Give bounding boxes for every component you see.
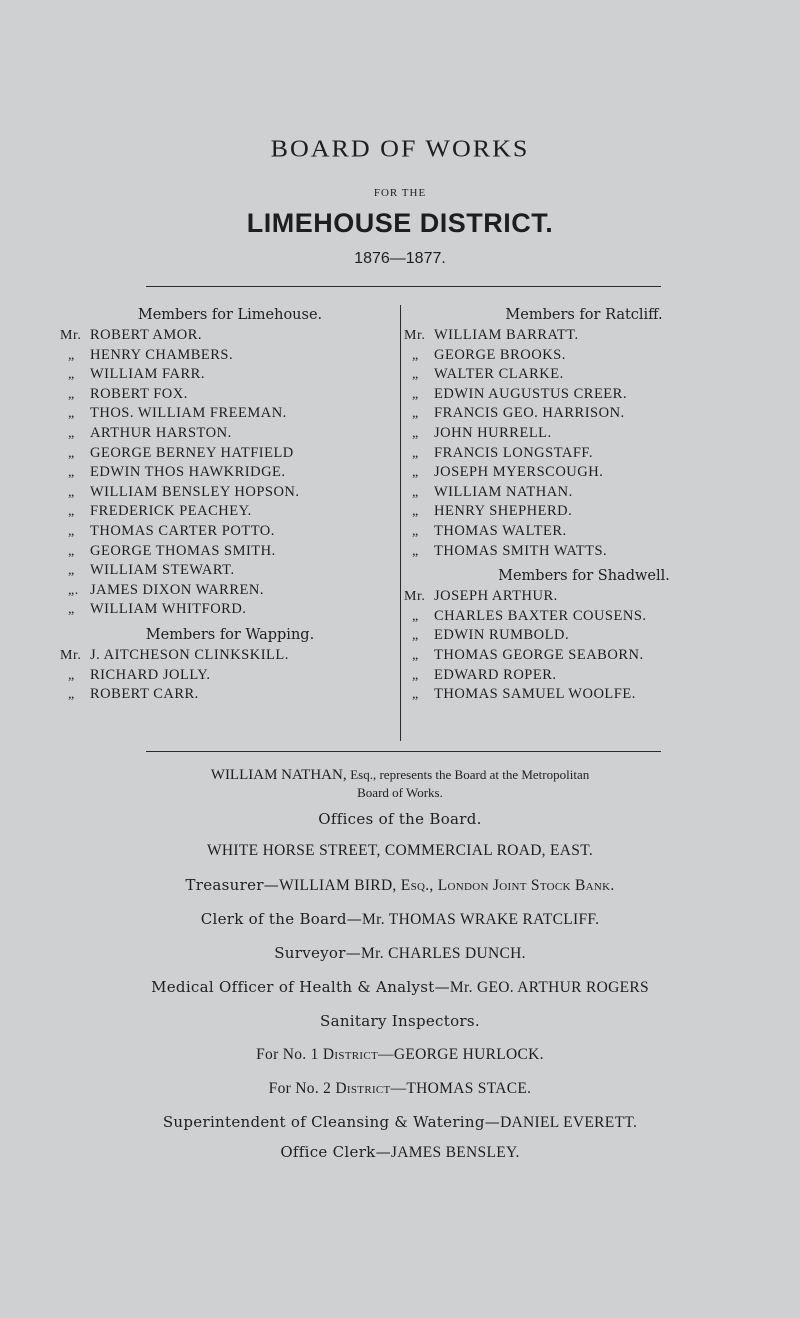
member-name: FREDERICK PEACHEY. xyxy=(90,503,252,520)
member-row xyxy=(404,463,764,483)
superintendent-role: Superintendent of Cleansing & Watering— xyxy=(162,1113,501,1131)
member-name: EDWIN RUMBOLD. xyxy=(434,627,570,644)
member-row xyxy=(404,607,764,627)
member-prefix: „ xyxy=(68,563,75,579)
inspector-1-prefix: For No. 1 xyxy=(256,1046,319,1063)
member-prefix: „ xyxy=(412,628,419,644)
member-name: RICHARD JOLLY. xyxy=(90,666,211,683)
member-name: THOMAS GEORGE SEABORN. xyxy=(434,646,644,663)
shadwell-members xyxy=(404,587,764,705)
member-name: THOMAS CARTER POTTO. xyxy=(90,522,275,539)
section-heading-wapping: Members for Wapping. xyxy=(145,626,315,643)
sanitary-heading: Sanitary Inspectors. xyxy=(320,1012,480,1030)
member-name: ROBERT AMOR. xyxy=(90,327,203,343)
member-prefix: „ xyxy=(68,465,75,481)
member-name: WILLIAM STEWART. xyxy=(90,562,235,579)
member-name: HENRY CHAMBERS. xyxy=(90,346,234,363)
member-prefix: „ xyxy=(68,347,75,363)
member-row xyxy=(60,666,400,686)
member-name: WILLIAM FARR. xyxy=(90,366,205,383)
representative-text-2: Board of Works. xyxy=(357,785,443,800)
member-row xyxy=(60,581,400,601)
member-prefix: „ xyxy=(68,445,75,461)
member-name: WILLIAM BENSLEY HOPSON. xyxy=(90,483,300,500)
member-name: EDWIN AUGUSTUS CREER. xyxy=(434,385,627,402)
member-row xyxy=(60,522,400,542)
office-clerk-role: Office Clerk— xyxy=(280,1143,391,1161)
member-name: JOSEPH ARTHUR. xyxy=(434,588,558,605)
member-row xyxy=(404,444,764,464)
member-row xyxy=(404,424,764,444)
section-heading-ratcliff: Members for Ratcliff. xyxy=(505,307,663,323)
member-prefix: „ xyxy=(412,667,419,683)
member-name: THOS. WILLIAM FREEMAN. xyxy=(90,405,287,422)
surveyor-role: Surveyor— xyxy=(274,944,362,962)
member-prefix: „ xyxy=(412,484,419,500)
representative-text: Esq., represents the Board at the Metropolitan xyxy=(350,767,590,782)
member-name: FRANCIS GEO. HARRISON. xyxy=(434,405,625,422)
member-name: EDWIN THOS HAWKRIDGE. xyxy=(90,464,286,481)
member-row xyxy=(404,385,764,405)
member-name: JOSEPH MYERSCOUGH. xyxy=(434,464,604,481)
member-prefix: „ xyxy=(68,543,75,559)
office-address: WHITE HORSE STREET, COMMERCIAL ROAD, EAST. xyxy=(206,842,594,859)
treasurer-bank: London Joint Stock Bank. xyxy=(437,877,615,894)
inspector-1-name: GEORGE HURLOCK. xyxy=(393,1046,544,1063)
member-row xyxy=(60,685,400,705)
superintendent-name: DANIEL EVERETT. xyxy=(500,1114,638,1131)
wapping-members xyxy=(60,646,400,705)
medical-role: Medical Officer of Health & Analyst— xyxy=(151,978,450,996)
member-prefix: „ xyxy=(68,523,75,539)
member-name: JOHN HURRELL. xyxy=(434,424,552,441)
member-prefix: „ xyxy=(412,465,419,481)
clerk-line xyxy=(0,910,800,929)
member-name: THOMAS SAMUEL WOOLFE. xyxy=(434,686,636,703)
member-row xyxy=(404,646,764,666)
member-row xyxy=(60,365,400,385)
member-row xyxy=(404,365,764,385)
member-prefix: Mr. xyxy=(60,328,82,343)
member-row xyxy=(60,346,400,366)
member-row xyxy=(404,542,764,562)
representative-note xyxy=(0,766,800,801)
member-name: WILLIAM NATHAN. xyxy=(434,483,573,500)
member-name: GEORGE BROOKS. xyxy=(434,346,566,363)
clerk-name: Mr. THOMAS WRAKE RATCLIFF. xyxy=(362,911,600,928)
member-name: FRANCIS LONGSTAFF. xyxy=(434,444,593,461)
member-row xyxy=(60,542,400,562)
member-prefix: „ xyxy=(68,602,75,618)
superintendent-line xyxy=(0,1113,800,1132)
member-name: GEORGE THOMAS SMITH. xyxy=(90,542,276,559)
member-prefix: „ xyxy=(412,367,419,383)
top-rule xyxy=(146,286,661,287)
member-row xyxy=(60,600,400,620)
document-subtitle: FOR THE xyxy=(373,187,427,199)
member-prefix: Mr. xyxy=(404,328,426,343)
bottom-rule xyxy=(146,751,661,752)
member-row xyxy=(404,404,764,424)
member-name: WILLIAM BARRATT. xyxy=(434,327,579,343)
district-name: LIMEHOUSE DISTRICT. xyxy=(246,208,554,238)
member-row xyxy=(404,666,764,686)
offices-heading: Offices of the Board. xyxy=(318,810,482,828)
right-column xyxy=(404,304,764,705)
ratcliff-members xyxy=(404,326,764,561)
member-prefix: Mr. xyxy=(60,647,82,663)
treasurer-esq: Esq., xyxy=(400,877,434,894)
representative-name: WILLIAM NATHAN, xyxy=(210,767,347,783)
member-row xyxy=(60,326,400,346)
member-prefix: Mr. xyxy=(404,589,426,605)
office-clerk-name: JAMES BENSLEY. xyxy=(390,1144,520,1161)
member-prefix: „ xyxy=(412,647,419,663)
medical-name: Mr. GEO. ARTHUR ROGERS xyxy=(449,979,649,996)
member-prefix: „ xyxy=(412,543,419,559)
member-name: WALTER CLARKE. xyxy=(434,366,564,383)
member-prefix: „ xyxy=(68,504,75,520)
member-row xyxy=(60,463,400,483)
treasurer-role: Treasurer— xyxy=(185,876,280,894)
member-row xyxy=(404,346,764,366)
member-row xyxy=(404,326,764,346)
member-row xyxy=(404,626,764,646)
member-prefix: „ xyxy=(412,425,419,441)
member-row xyxy=(60,404,400,424)
member-row xyxy=(60,444,400,464)
member-prefix: „ xyxy=(412,386,419,402)
member-prefix: „ xyxy=(412,523,419,539)
years: 1876—1877. xyxy=(354,250,446,267)
member-name: ROBERT CARR. xyxy=(90,686,199,703)
member-prefix: „ xyxy=(412,445,419,461)
member-row xyxy=(60,385,400,405)
member-prefix: „ xyxy=(68,484,75,500)
member-row xyxy=(404,502,764,522)
member-prefix: „ xyxy=(68,367,75,383)
member-name: ROBERT FOX. xyxy=(90,385,188,402)
member-row xyxy=(60,646,400,666)
inspector-2-prefix: For No. 2 xyxy=(268,1080,332,1097)
member-row xyxy=(404,685,764,705)
member-row xyxy=(60,483,400,503)
inspector-1-line xyxy=(0,1046,800,1064)
column-divider xyxy=(400,305,401,741)
section-heading-shadwell: Members for Shadwell. xyxy=(498,568,670,585)
member-prefix: „ xyxy=(68,386,75,402)
member-row xyxy=(60,424,400,444)
document-title: BOARD OF WORKS xyxy=(270,134,530,163)
member-name: HENRY SHEPHERD. xyxy=(434,503,573,520)
member-prefix: „ xyxy=(68,406,75,422)
member-name: CHARLES BAXTER COUSENS. xyxy=(434,607,647,624)
member-row xyxy=(404,483,764,503)
member-name: THOMAS SMITH WATTS. xyxy=(434,542,608,559)
office-clerk-line xyxy=(0,1143,800,1162)
member-name: J. AITCHESON CLINKSKILL. xyxy=(90,646,289,663)
member-row xyxy=(404,587,764,607)
member-prefix: „. xyxy=(68,582,79,598)
member-prefix: „ xyxy=(68,667,75,683)
inspector-2-name: THOMAS STACE. xyxy=(406,1080,532,1097)
treasurer-name: WILLIAM BIRD, xyxy=(279,877,397,894)
member-prefix: „ xyxy=(68,687,75,703)
member-row xyxy=(404,522,764,542)
member-prefix: „ xyxy=(412,406,419,422)
member-prefix: „ xyxy=(412,608,419,624)
inspector-2-line xyxy=(0,1080,800,1098)
treasurer-line xyxy=(0,876,800,895)
member-prefix: „ xyxy=(412,504,419,520)
member-name: JAMES DIXON WARREN. xyxy=(90,581,264,598)
section-heading-limehouse: Members for Limehouse. xyxy=(137,307,323,323)
surveyor-line xyxy=(0,944,800,963)
member-name: WILLIAM WHITFORD. xyxy=(90,601,247,618)
left-column xyxy=(60,304,400,705)
inspector-1-district: District— xyxy=(322,1046,394,1063)
member-name: THOMAS WALTER. xyxy=(434,522,567,539)
member-name: ARTHUR HARSTON. xyxy=(90,424,232,441)
member-prefix: „ xyxy=(412,687,419,703)
member-prefix: „ xyxy=(412,347,419,363)
inspector-2-district: District— xyxy=(335,1080,407,1097)
member-name: EDWARD ROPER. xyxy=(434,666,557,683)
surveyor-name: Mr. CHARLES DUNCH. xyxy=(361,945,526,962)
clerk-role: Clerk of the Board— xyxy=(200,910,363,928)
limehouse-members xyxy=(60,326,400,620)
member-prefix: „ xyxy=(68,425,75,441)
member-name: GEORGE BERNEY HATFIELD xyxy=(90,444,294,461)
member-row xyxy=(60,502,400,522)
medical-officer-line xyxy=(0,978,800,997)
member-row xyxy=(60,561,400,581)
